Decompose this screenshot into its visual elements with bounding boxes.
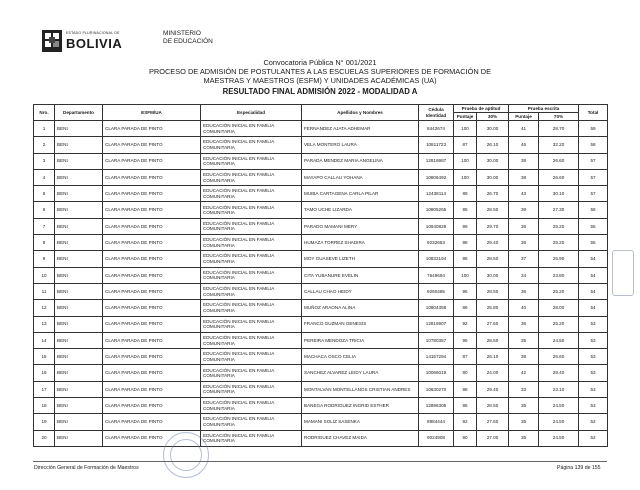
row-puntaje-escrita: 36: [509, 218, 539, 234]
col-escrita: Prueba escrita: [509, 105, 579, 113]
row-puntaje-escrita: 42: [509, 365, 539, 381]
row-departamento: BENI: [55, 202, 103, 218]
row-departamento: BENI: [55, 430, 103, 446]
row-departamento: BENI: [55, 186, 103, 202]
col-total: Total: [579, 105, 608, 121]
row-esfm: CLARA PARADA DE PINTO: [103, 121, 201, 137]
row-total: 53: [579, 365, 608, 381]
row-apellidos: PARADA MENDEZ MARIA ANGELINA: [302, 153, 419, 169]
row-cedula: 10780357: [419, 332, 454, 348]
row-puntaje-escrita: 40: [509, 300, 539, 316]
row-total: 58: [579, 137, 608, 153]
row-especialidad: EDUCACIÓN INICIAL EN FAMILIA COMUNITARIA: [201, 267, 302, 283]
row-30pct: 30.00: [477, 121, 509, 137]
row-70pct: 25.90: [539, 251, 579, 267]
verification-stamp: [612, 250, 634, 296]
row-30pct: 30.00: [477, 169, 509, 185]
row-total: 55: [579, 235, 608, 251]
row-apellidos: BANEGA RODRIGUEZ INGRID ESTHER: [302, 398, 419, 414]
row-70pct: 23.80: [539, 267, 579, 283]
row-nro: 10: [34, 267, 55, 283]
row-cedula: 12816907: [419, 316, 454, 332]
table-row: [34, 332, 608, 348]
row-puntaje-aptitud: 100: [454, 121, 477, 137]
row-cedula: 10066019: [419, 365, 454, 381]
footer-department: Dirección General de Formación de Maestros: [34, 465, 139, 471]
row-especialidad: EDUCACIÓN INICIAL EN FAMILIA COMUNITARIA: [201, 186, 302, 202]
ministry-line1: MINISTERIO: [163, 30, 201, 37]
row-cedula: 9260485: [419, 283, 454, 299]
row-esfm: CLARA PARADA DE PINTO: [103, 332, 201, 348]
row-esfm: CLARA PARADA DE PINTO: [103, 283, 201, 299]
row-puntaje-aptitud: 92: [454, 316, 477, 332]
row-esfm: CLARA PARADA DE PINTO: [103, 137, 201, 153]
row-nro: 6: [34, 202, 55, 218]
row-especialidad: EDUCACIÓN INICIAL EN FAMILIA COMUNITARIA: [201, 381, 302, 397]
row-esfm: CLARA PARADA DE PINTO: [103, 398, 201, 414]
row-especialidad: EDUCACIÓN INICIAL EN FAMILIA COMUNITARIA: [201, 300, 302, 316]
row-cedula: 10804358: [419, 300, 454, 316]
row-70pct: 30.10: [539, 186, 579, 202]
row-nro: 14: [34, 332, 55, 348]
row-70pct: 25.20: [539, 316, 579, 332]
table-row: [34, 186, 608, 202]
row-apellidos: PEREIRA MENDOZA TRICIA: [302, 332, 419, 348]
row-30pct: 30.00: [477, 267, 509, 283]
row-nro: 18: [34, 398, 55, 414]
row-esfm: CLARA PARADA DE PINTO: [103, 414, 201, 430]
row-apellidos: VELA MONTERO LAURA: [302, 137, 419, 153]
row-especialidad: EDUCACIÓN INICIAL EN FAMILIA COMUNITARIA: [201, 218, 302, 234]
row-especialidad: EDUCACIÓN INICIAL EN FAMILIA COMUNITARIA: [201, 414, 302, 430]
table-row: [34, 251, 608, 267]
row-especialidad: EDUCACIÓN INICIAL EN FAMILIA COMUNITARIA: [201, 121, 302, 137]
row-total: 52: [579, 430, 608, 446]
table-row: [34, 414, 608, 430]
row-70pct: 24.50: [539, 398, 579, 414]
row-puntaje-escrita: 43: [509, 186, 539, 202]
row-nro: 1: [34, 121, 55, 137]
row-departamento: BENI: [55, 381, 103, 397]
row-especialidad: EDUCACIÓN INICIAL EN FAMILIA COMUNITARIA: [201, 169, 302, 185]
row-30pct: 29.40: [477, 381, 509, 397]
table-row: [34, 202, 608, 218]
footer-page-number: Página 139 de 155: [557, 465, 601, 471]
row-70pct: 28.70: [539, 121, 579, 137]
col-nro: Nro.: [34, 105, 55, 121]
row-puntaje-aptitud: 87: [454, 349, 477, 365]
row-cedula: 8984444: [419, 414, 454, 430]
row-cedula: 10830270: [419, 381, 454, 397]
row-departamento: BENI: [55, 349, 103, 365]
row-30pct: 26.10: [477, 349, 509, 365]
row-70pct: 24.50: [539, 430, 579, 446]
row-departamento: BENI: [55, 169, 103, 185]
row-puntaje-escrita: 37: [509, 251, 539, 267]
row-puntaje-escrita: 36: [509, 316, 539, 332]
row-nro: 20: [34, 430, 55, 446]
row-cedula: 7649694: [419, 267, 454, 283]
row-total: 53: [579, 316, 608, 332]
row-total: 57: [579, 153, 608, 169]
row-puntaje-escrita: 35: [509, 430, 539, 446]
col-especialidad: Especialidad: [201, 105, 302, 121]
row-esfm: CLARA PARADA DE PINTO: [103, 235, 201, 251]
row-puntaje-aptitud: 100: [454, 267, 477, 283]
row-70pct: 24.50: [539, 332, 579, 348]
table-row: [34, 169, 608, 185]
row-total: 53: [579, 398, 608, 414]
row-apellidos: PARADO MAMANI MERY: [302, 218, 419, 234]
row-apellidos: MAYAPO CALLAU YOHANA: [302, 169, 419, 185]
row-cedula: 9232653: [419, 235, 454, 251]
col-aptitud: Prueba de aptitud: [454, 105, 509, 113]
row-cedula: 12896305: [419, 398, 454, 414]
row-30pct: 30.00: [477, 153, 509, 169]
row-nro: 2: [34, 137, 55, 153]
row-70pct: 25.20: [539, 283, 579, 299]
row-apellidos: MUIBA CARTAGENA CARLA PILAR: [302, 186, 419, 202]
row-puntaje-aptitud: 86: [454, 300, 477, 316]
table-header-row: [34, 105, 608, 113]
row-departamento: BENI: [55, 365, 103, 381]
process-title-line2: MAESTRAS Y MAESTROS (ESFM) Y UNIDADES ACADÉMICAS (UA): [203, 76, 437, 85]
row-nro: 19: [34, 414, 55, 430]
table-body: [34, 121, 608, 447]
table-row: [34, 153, 608, 169]
row-total: 52: [579, 414, 608, 430]
row-puntaje-escrita: 41: [509, 121, 539, 137]
row-puntaje-escrita: 36: [509, 283, 539, 299]
row-nro: 13: [34, 316, 55, 332]
row-especialidad: EDUCACIÓN INICIAL EN FAMILIA COMUNITARIA: [201, 349, 302, 365]
row-total: 54: [579, 300, 608, 316]
row-cedula: 12816987: [419, 153, 454, 169]
official-seal: [163, 432, 209, 478]
row-nro: 8: [34, 235, 55, 251]
row-70pct: 28.00: [539, 300, 579, 316]
row-nro: 12: [34, 300, 55, 316]
row-especialidad: EDUCACIÓN INICIAL EN FAMILIA COMUNITARIA: [201, 398, 302, 414]
row-cedula: 10940828: [419, 218, 454, 234]
row-total: 57: [579, 169, 608, 185]
process-title-line1: PROCESO DE ADMISIÓN DE POSTULANTES A LAS ESCUELAS SUPERIORES DE FORMACIÓN DE: [148, 67, 492, 76]
row-30pct: 27.60: [477, 414, 509, 430]
table-row: [34, 267, 608, 283]
row-70pct: 32.20: [539, 137, 579, 153]
row-30pct: 26.10: [477, 137, 509, 153]
row-departamento: BENI: [55, 316, 103, 332]
row-departamento: BENI: [55, 414, 103, 430]
row-nro: 5: [34, 186, 55, 202]
row-30pct: 28.50: [477, 398, 509, 414]
row-apellidos: RODRIGUEZ CHAVEZ MAIDA: [302, 430, 419, 446]
ministry-line2: DE EDUCACIÓN: [163, 37, 213, 45]
row-cedula: 10832194: [419, 251, 454, 267]
row-cedula: 10811723: [419, 137, 454, 153]
row-puntaje-escrita: 35: [509, 414, 539, 430]
table-row: [34, 365, 608, 381]
row-total: 59: [579, 121, 608, 137]
table-row: [34, 137, 608, 153]
row-cedula: 10806492: [419, 169, 454, 185]
row-especialidad: EDUCACIÓN INICIAL EN FAMILIA COMUNITARIA: [201, 137, 302, 153]
row-esfm: CLARA PARADA DE PINTO: [103, 349, 201, 365]
row-departamento: BENI: [55, 300, 103, 316]
row-departamento: BENI: [55, 121, 103, 137]
row-apellidos: SANCHEZ ALVAREZ LEIDY LAURA: [302, 365, 419, 381]
row-esfm: CLARA PARADA DE PINTO: [103, 316, 201, 332]
col-puntaje-escrita: Puntaje: [509, 113, 539, 121]
row-30pct: 28.50: [477, 202, 509, 218]
row-especialidad: EDUCACIÓN INICIAL EN FAMILIA COMUNITARIA: [201, 235, 302, 251]
row-70pct: 26.60: [539, 153, 579, 169]
table-row: [34, 283, 608, 299]
col-departamento: Departamento: [55, 105, 103, 121]
row-apellidos: MAMANI SOLIZ SASENKA: [302, 414, 419, 430]
row-esfm: CLARA PARADA DE PINTO: [103, 267, 201, 283]
row-total: 55: [579, 218, 608, 234]
footer-divider: [33, 461, 607, 462]
row-30pct: 28.50: [477, 332, 509, 348]
row-total: 53: [579, 349, 608, 365]
row-departamento: BENI: [55, 267, 103, 283]
row-30pct: 28.50: [477, 251, 509, 267]
row-apellidos: CITA YUBANURE EVELIN: [302, 267, 419, 283]
row-puntaje-escrita: 33: [509, 381, 539, 397]
col-apellidos: Apellidos y Nombres: [302, 105, 419, 121]
table-row: [34, 381, 608, 397]
row-puntaje-aptitud: 95: [454, 332, 477, 348]
row-especialidad: EDUCACIÓN INICIAL EN FAMILIA COMUNITARIA: [201, 430, 302, 446]
row-puntaje-escrita: 34: [509, 267, 539, 283]
row-total: 54: [579, 251, 608, 267]
table-row: [34, 218, 608, 234]
row-puntaje-escrita: 39: [509, 202, 539, 218]
row-esfm: CLARA PARADA DE PINTO: [103, 186, 201, 202]
table-row: [34, 430, 608, 446]
row-total: 56: [579, 202, 608, 218]
row-70pct: 29.40: [539, 365, 579, 381]
row-puntaje-escrita: 38: [509, 169, 539, 185]
row-departamento: BENI: [55, 398, 103, 414]
row-departamento: BENI: [55, 137, 103, 153]
results-subtitle: RESULTADO FINAL ADMISIÓN 2022 - MODALIDAD A: [222, 87, 418, 96]
row-esfm: CLARA PARADA DE PINTO: [103, 202, 201, 218]
table-row: [34, 316, 608, 332]
row-puntaje-aptitud: 87: [454, 137, 477, 153]
row-puntaje-aptitud: 99: [454, 218, 477, 234]
row-30pct: 29.40: [477, 235, 509, 251]
row-puntaje-aptitud: 95: [454, 398, 477, 414]
row-puntaje-aptitud: 100: [454, 169, 477, 185]
call-title: Convocatoria Pública N° 001/2021: [263, 58, 377, 67]
row-cedula: 14157294: [419, 349, 454, 365]
row-30pct: 29.70: [477, 218, 509, 234]
row-apellidos: MOY GUASEVE LIZETH: [302, 251, 419, 267]
row-apellidos: MONTALVAN MONTELLANOS CRISTIAN ANDRES: [302, 381, 419, 397]
table-row: [34, 235, 608, 251]
row-departamento: BENI: [55, 235, 103, 251]
row-departamento: BENI: [55, 332, 103, 348]
table-row: [34, 300, 608, 316]
row-puntaje-aptitud: 98: [454, 381, 477, 397]
table-row: [34, 398, 608, 414]
row-puntaje-escrita: 46: [509, 137, 539, 153]
row-puntaje-escrita: 36: [509, 235, 539, 251]
col-cedula: Cédula Identidad: [419, 105, 454, 121]
row-apellidos: MACHACA OSCO CELIA: [302, 349, 419, 365]
row-especialidad: EDUCACIÓN INICIAL EN FAMILIA COMUNITARIA: [201, 316, 302, 332]
row-esfm: CLARA PARADA DE PINTO: [103, 251, 201, 267]
row-apellidos: TAMO UCHE LIZARDA: [302, 202, 419, 218]
row-cedula: 9024908: [419, 430, 454, 446]
row-70pct: 27.30: [539, 202, 579, 218]
row-70pct: 26.60: [539, 169, 579, 185]
row-puntaje-escrita: 35: [509, 398, 539, 414]
col-puntaje-aptitud: Puntaje: [454, 113, 477, 121]
row-puntaje-escrita: 38: [509, 349, 539, 365]
row-puntaje-aptitud: 98: [454, 235, 477, 251]
row-30pct: 28.50: [477, 283, 509, 299]
row-30pct: 27.60: [477, 316, 509, 332]
row-puntaje-aptitud: 95: [454, 202, 477, 218]
row-nro: 15: [34, 349, 55, 365]
row-esfm: CLARA PARADA DE PINTO: [103, 218, 201, 234]
row-cedula: 10805265: [419, 202, 454, 218]
row-esfm: CLARA PARADA DE PINTO: [103, 430, 201, 446]
col-70pct: 70%: [539, 113, 579, 121]
row-departamento: BENI: [55, 153, 103, 169]
row-puntaje-aptitud: 95: [454, 251, 477, 267]
state-label: ESTADO PLURINACIONAL DE: [66, 31, 120, 35]
row-nro: 3: [34, 153, 55, 169]
row-30pct: 26.70: [477, 186, 509, 202]
row-total: 54: [579, 283, 608, 299]
row-puntaje-aptitud: 90: [454, 430, 477, 446]
row-especialidad: EDUCACIÓN INICIAL EN FAMILIA COMUNITARIA: [201, 251, 302, 267]
country-name: BOLIVIA: [66, 36, 123, 51]
col-esfm: ESFM/UA: [103, 105, 201, 121]
row-70pct: 24.50: [539, 414, 579, 430]
row-puntaje-aptitud: 100: [454, 153, 477, 169]
row-cedula: 8442674: [419, 121, 454, 137]
row-especialidad: EDUCACIÓN INICIAL EN FAMILIA COMUNITARIA: [201, 365, 302, 381]
row-nro: 16: [34, 365, 55, 381]
row-especialidad: EDUCACIÓN INICIAL EN FAMILIA COMUNITARIA: [201, 332, 302, 348]
results-table: [33, 104, 608, 447]
ministry-label: [163, 30, 213, 45]
row-total: 53: [579, 381, 608, 397]
row-70pct: 26.60: [539, 349, 579, 365]
bolivia-logo: [40, 28, 152, 54]
row-apellidos: FRANCO GUZMAN GENESIS: [302, 316, 419, 332]
row-esfm: CLARA PARADA DE PINTO: [103, 153, 201, 169]
row-esfm: CLARA PARADA DE PINTO: [103, 365, 201, 381]
row-30pct: 24.00: [477, 365, 509, 381]
row-puntaje-aptitud: 89: [454, 186, 477, 202]
row-puntaje-escrita: 35: [509, 332, 539, 348]
row-nro: 4: [34, 169, 55, 185]
row-departamento: BENI: [55, 218, 103, 234]
row-departamento: BENI: [55, 283, 103, 299]
row-total: 54: [579, 267, 608, 283]
row-nro: 11: [34, 283, 55, 299]
row-nro: 7: [34, 218, 55, 234]
row-departamento: BENI: [55, 251, 103, 267]
row-especialidad: EDUCACIÓN INICIAL EN FAMILIA COMUNITARIA: [201, 202, 302, 218]
row-especialidad: EDUCACIÓN INICIAL EN FAMILIA COMUNITARIA: [201, 153, 302, 169]
row-70pct: 23.10: [539, 381, 579, 397]
row-puntaje-escrita: 38: [509, 153, 539, 169]
row-70pct: 25.20: [539, 235, 579, 251]
row-nro: 17: [34, 381, 55, 397]
row-total: 57: [579, 186, 608, 202]
row-cedula: 12438114: [419, 186, 454, 202]
row-esfm: CLARA PARADA DE PINTO: [103, 300, 201, 316]
row-apellidos: FERNANDEZ AJATA ADHEMAR: [302, 121, 419, 137]
row-30pct: 27.00: [477, 430, 509, 446]
row-especialidad: EDUCACIÓN INICIAL EN FAMILIA COMUNITARIA: [201, 283, 302, 299]
row-70pct: 25.20: [539, 218, 579, 234]
row-nro: 9: [34, 251, 55, 267]
row-apellidos: HUMAZA TORREZ SHADIRA: [302, 235, 419, 251]
row-30pct: 25.80: [477, 300, 509, 316]
row-puntaje-aptitud: 80: [454, 365, 477, 381]
row-esfm: CLARA PARADA DE PINTO: [103, 381, 201, 397]
row-apellidos: CALLAU CHAO HEIDY: [302, 283, 419, 299]
table-row: [34, 121, 608, 137]
row-puntaje-aptitud: 95: [454, 283, 477, 299]
row-esfm: CLARA PARADA DE PINTO: [103, 169, 201, 185]
table-row: [34, 349, 608, 365]
col-30pct: 30%: [477, 113, 509, 121]
coat-of-arms-icon: [40, 28, 64, 54]
row-apellidos: MUÑOZ ARAONA ALINA: [302, 300, 419, 316]
row-puntaje-aptitud: 92: [454, 414, 477, 430]
row-total: 53: [579, 332, 608, 348]
